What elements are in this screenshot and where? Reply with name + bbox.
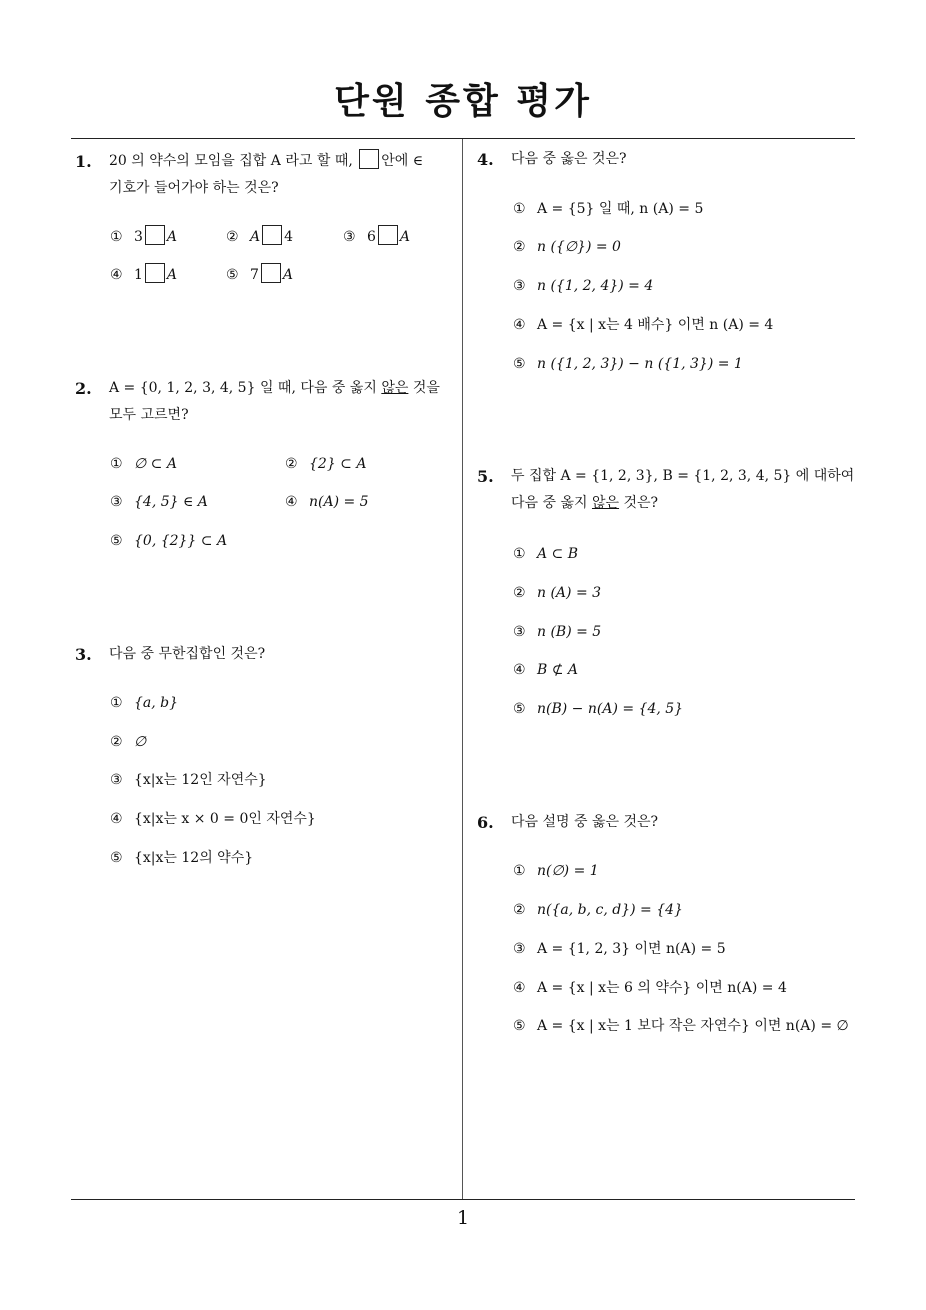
option[interactable]: ④ {x|x는 x × 0 = 0인 자연수}	[110, 811, 316, 827]
option[interactable]: ① {a, b}	[110, 695, 179, 711]
option[interactable]: ④ n(A) = 5	[285, 494, 369, 510]
option[interactable]: ① n(∅) = 1	[513, 863, 599, 879]
blank-box	[378, 225, 398, 245]
option[interactable]: ⑤ n ({1, 2, 3}) − n ({1, 3}) = 1	[513, 356, 743, 372]
option[interactable]: ③ A = {1, 2, 3} 이면 n(A) = 5	[513, 941, 726, 957]
blank-box	[261, 263, 281, 283]
option[interactable]: ⑤ {x|x는 12의 약수}	[110, 850, 254, 866]
blank-box	[145, 225, 165, 245]
option[interactable]: ③ {4, 5} ∈ A	[110, 494, 208, 510]
question-text: 두 집합 A = {1, 2, 3}, B = {1, 2, 3, 4, 5} 에 대하여 다음 중 옳지 않은 것은?	[511, 468, 855, 511]
option[interactable]: ① ∅ ⊂ A	[110, 456, 177, 472]
question-number: 3.	[75, 645, 92, 664]
option[interactable]: ② n({a, b, c, d}) = {4}	[513, 902, 683, 918]
bottom-rule	[71, 1199, 855, 1200]
option[interactable]: ② {2} ⊂ A	[285, 456, 367, 472]
option[interactable]: ⑤ n(B) − n(A) = {4, 5}	[513, 701, 684, 717]
top-rule	[71, 138, 855, 139]
option[interactable]: ③ n ({1, 2, 4}) = 4	[513, 278, 654, 294]
option[interactable]: ⑤ {0, {2}} ⊂ A	[110, 533, 228, 549]
option[interactable]: ⑤ A = {x | x는 1 보다 작은 자연수} 이면 n(A) = ∅	[513, 1018, 849, 1034]
question-text: 20 의 약수의 모임을 집합 A 라고 할 때, 안에 ∈ 기호가 들어가야 하는 것은?	[109, 148, 460, 202]
answer-blank-box	[359, 149, 379, 169]
question-3	[75, 641, 460, 668]
question-text: 다음 중 옳은 것은?	[511, 151, 627, 167]
option[interactable]: ④ A = {x | x는 6 의 약수} 이면 n(A) = 4	[513, 980, 787, 996]
blank-box	[262, 225, 282, 245]
question-number: 5.	[477, 467, 494, 486]
question-text: A = {0, 1, 2, 3, 4, 5} 일 때, 다음 중 옳지 않은 것을 모두 고르면?	[109, 380, 440, 423]
blank-box	[145, 263, 165, 283]
column-divider	[462, 139, 463, 1199]
option[interactable]: ① A = {5} 일 때, n (A) = 5	[513, 201, 704, 217]
option[interactable]: ③ {x|x는 12인 자연수}	[110, 772, 267, 788]
option[interactable]: ③ n (B) = 5	[513, 624, 602, 640]
page-number: 1	[456, 1207, 470, 1229]
question-text: 다음 중 무한집합인 것은?	[109, 646, 266, 662]
option[interactable]: ② A 4	[226, 224, 293, 250]
question-text: 다음 설명 중 옳은 것은?	[511, 814, 659, 830]
option[interactable]: ④ 1 A	[110, 262, 177, 288]
question-6	[477, 809, 862, 836]
option[interactable]: ③ 6 A	[343, 224, 410, 250]
question-number: 6.	[477, 813, 494, 832]
option[interactable]: ② n ({∅}) = 0	[513, 239, 621, 255]
question-2	[75, 375, 460, 429]
option[interactable]: ② ∅	[110, 734, 147, 750]
question-number: 2.	[75, 379, 92, 398]
question-4	[477, 146, 862, 173]
option[interactable]: ① A ⊂ B	[513, 546, 579, 562]
question-1	[75, 148, 460, 202]
option[interactable]: ④ B ⊄ A	[513, 662, 579, 678]
option[interactable]: ⑤ 7 A	[226, 262, 293, 288]
question-number: 4.	[477, 150, 494, 169]
option[interactable]: ④ A = {x | x는 4 배수} 이면 n (A) = 4	[513, 317, 774, 333]
option[interactable]: ① 3 A	[110, 224, 177, 250]
question-5	[477, 463, 862, 517]
page-title: 단원 종합 평가	[334, 81, 592, 122]
option[interactable]: ② n (A) = 3	[513, 585, 602, 601]
question-number: 1.	[75, 152, 92, 171]
